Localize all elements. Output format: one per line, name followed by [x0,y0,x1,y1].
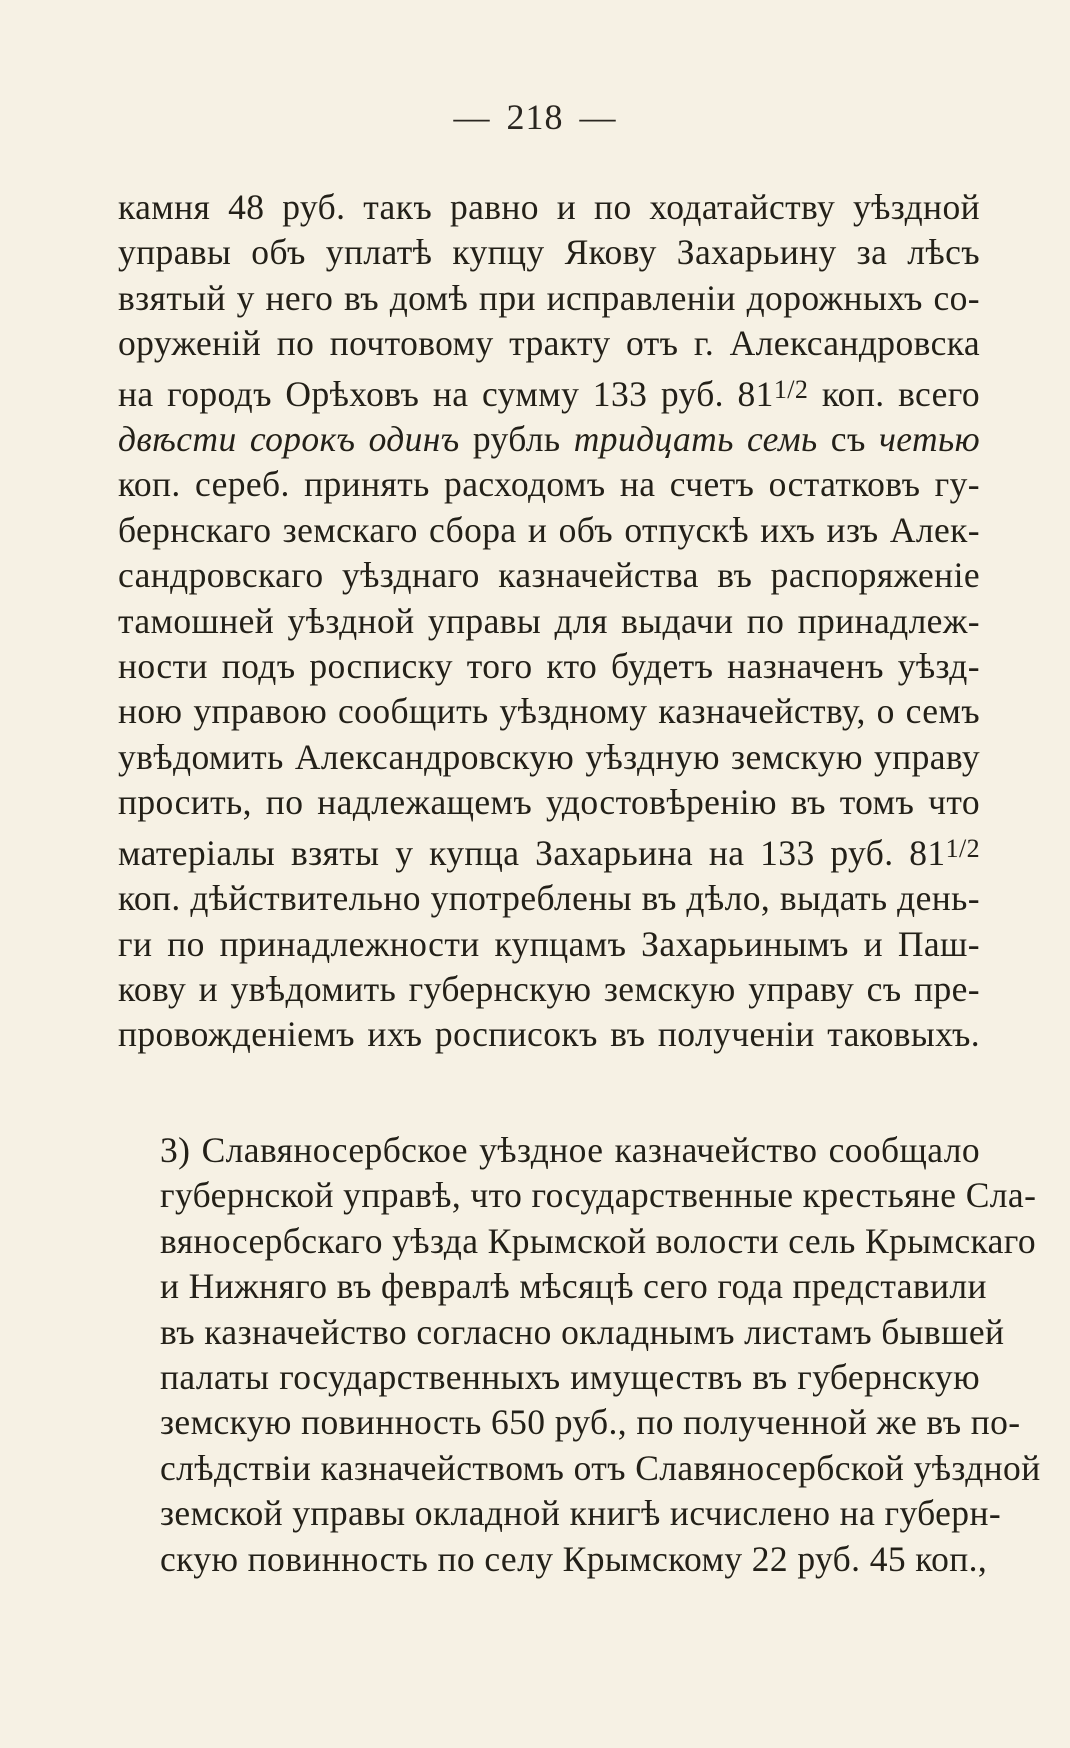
text-line: ги по принадлежности купцамъ Захарьинымъ и Паш- [118,923,980,964]
text-line: 3) Славяносербское уѣздное казначейство сообщало [160,1130,980,1170]
text-line: бернскаго земскаго сбора и объ отпускѣ ихъ изъ Алек- [118,509,980,550]
text-line: просить, по надлежащемъ удостовѣренію въ томъ что [118,782,980,823]
italic-amount-kopecks: тридцать семь [573,419,818,460]
text-line-with-fraction [118,826,980,876]
text-line: ности подъ росписку того кто будетъ назначенъ уѣзд- [118,646,980,687]
text-line: губернской управѣ, что государственные крестьяне Сла- [160,1175,1037,1216]
text-line: ною управою сообщить уѣздному казначейству, о семъ [118,691,980,732]
text-line: и Нижняго въ февралѣ мѣсяцѣ сего года представили [160,1266,987,1307]
text-line: вяносербскаго уѣзда Крымской волости сель Крымскаго [160,1220,1037,1261]
text-line-italic-amount [118,417,980,462]
text-line: скую повинность по селу Крымскому 22 руб. 45 коп., [160,1538,988,1579]
text-segment: коп. всего [808,373,980,414]
text-line: земской управы окладной книгѣ исчислено на губерн- [160,1493,1002,1534]
italic-amount-rubles: двѣсти сорокъ одинъ [118,419,460,460]
text-line: земскую повинность 650 руб., по полученной же въ по- [160,1402,1021,1443]
text-line: коп. дѣйствительно употреблены въ дѣло, выдать день- [118,878,980,919]
text-segment: съ [817,419,879,460]
text-line: коп. сереб. принять расходомъ на счетъ остатковъ гу- [118,464,980,505]
text-segment: на городъ Орѣховъ на сумму 133 руб. 81 [118,373,774,414]
text-line: въ казначейство согласно окладнымъ листамъ бывшей [160,1311,1005,1352]
text-line: тамошней уѣздной управы для выдачи по принадлеж- [118,600,980,641]
fraction: 1/2 [945,833,980,863]
text-line: сандровскаго уѣзднаго казначейства въ распоряженіе [118,555,980,596]
text-line: взятый у него въ домѣ при исправленіи дорожныхъ со- [118,277,980,318]
page-number-dash-right: — [579,97,617,137]
text-segment: матеріалы взяты у купца Захарьина на 133 руб. 81 [118,832,946,873]
text-line: провожденіемъ ихъ росписокъ въ полученіи таковыхъ. [118,1014,980,1055]
page-number-dash-left: — [453,97,491,137]
fraction: 1/2 [773,374,809,404]
text-line: увѣдомить Александровскую уѣздную земскую управу [118,736,980,777]
page-number-value: 218 [506,97,564,137]
text-line-with-fraction [118,367,980,417]
paragraph-1 [118,185,980,1058]
italic-amount-quarter: четью [878,419,980,460]
text-line: управы объ уплатѣ купцу Якову Захарьину за лѣсъ [118,232,980,273]
page-number [0,96,1070,138]
paragraph-2 [118,1128,1041,1582]
text-line: кову и увѣдомить губернскую земскую управу съ пре- [118,968,980,1009]
text-segment: рубль [459,419,574,460]
text-line: оруженій по почтовому тракту отъ г. Александровска [118,323,980,364]
text-line: слѣдствіи казначействомъ отъ Славяносербской уѣздной [160,1447,1041,1488]
text-line: камня 48 руб. такъ равно и по ходатайству уѣздной [118,187,980,227]
text-line: палаты государственныхъ имуществъ въ губернскую [160,1357,980,1398]
